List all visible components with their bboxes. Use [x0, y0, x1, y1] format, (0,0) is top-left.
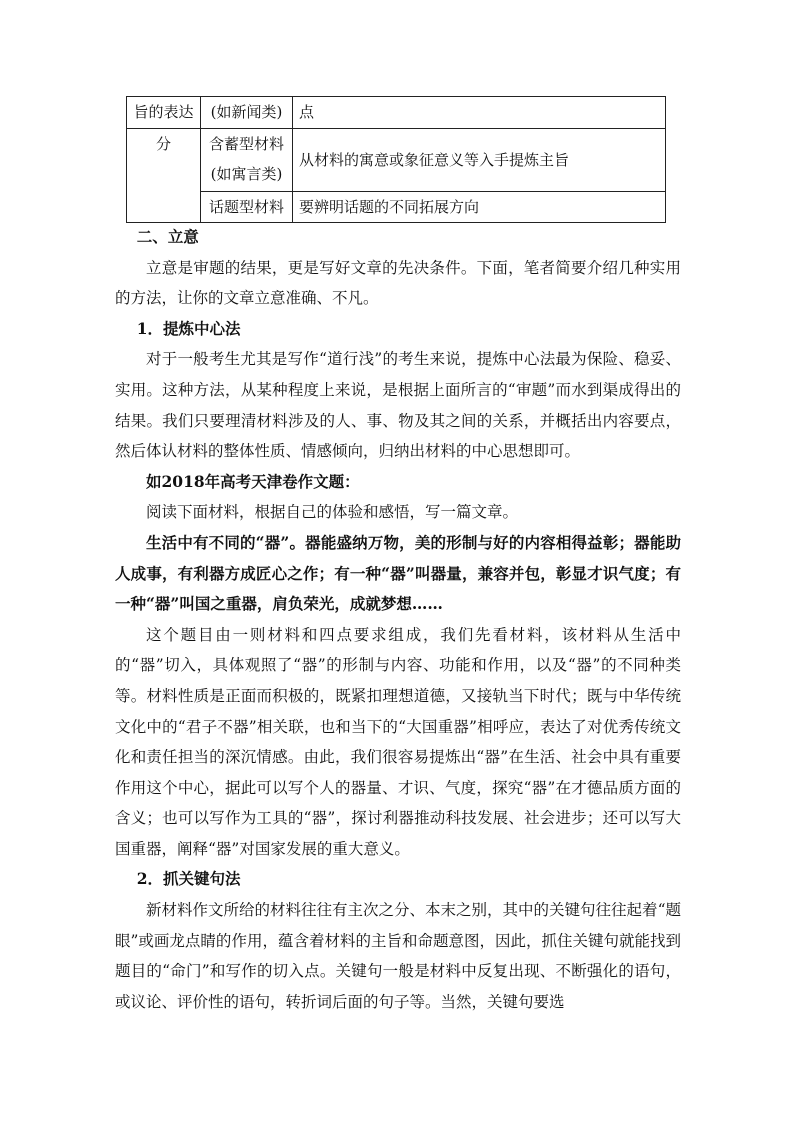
article-body — [115, 222, 681, 1017]
table-row — [127, 97, 666, 129]
table-cell: 分 — [127, 129, 201, 223]
cell-line: 含蓄型材料 — [208, 135, 284, 153]
intro-paragraph: 立意是审题的结果，更是写好文章的先决条件。下面，笔者简要介绍几种实用的方法，让你的文章立意准确、不凡。 — [115, 258, 681, 308]
essay-prompt: 阅读下面材料，根据自己的体验和感悟，写一篇文章。 — [146, 503, 519, 522]
table-cell: 话题型材料 — [201, 192, 293, 223]
method-heading: 1．提炼中心法 — [136, 318, 241, 338]
table-row — [127, 192, 666, 223]
example-label: 如2018年高考天津卷作文题： — [146, 471, 360, 491]
body-paragraph: 新材料作文所给的材料往往有主次之分、本末之别，其中的关键句往往起着“题眼”或画龙点睛的作用，蕴含着材料的主旨和命题意图，因此，抓住关键句就能找到题目的“命门”和写作的切入点。关键句一般是材料中反复出现、不断强化的语句，或议论、评价性的语句，转折词后面的句子等。当然，关键句要选 — [115, 901, 681, 1011]
material-type-table — [126, 96, 666, 223]
analysis-paragraph: 这个题目由一则材料和四点要求组成，我们先看材料，该材料从生活中的“器”切入，具体观照了“器”的形制与内容、功能和作用，以及“器”的不同种类等。材料性质是正面而积极的，既紧扣理想道德，又接轨当下时代；既与中华传统文化中的“君子不器”相关联，也和当下的“大国重器”相呼应，表达了对优秀传统文化和责任担当的深沉情感。由此，我们很容易提炼出“器”在生活、社会中具有重要作用这个中心，据此可以写个人的器量、才识、气度，探究“器”在才德品质方面的含义；也可以写作为工具的“器”，探讨利器推动科技发展、社会进步；还可以写大国重器，阐释“器”对国家发展的重大意义。 — [115, 625, 681, 858]
table-cell: 从材料的寓意或象征意义等入手提炼主旨 — [293, 129, 666, 192]
table-row — [127, 129, 666, 192]
cell-line: (如寓言类) — [210, 165, 283, 183]
method-heading: 2．抓关键句法 — [136, 869, 241, 889]
table-cell: (如新闻类) — [201, 97, 293, 129]
table-cell — [201, 129, 293, 192]
table-cell: 点 — [293, 97, 666, 129]
section-heading: 二、立意 — [136, 227, 199, 246]
body-paragraph: 对于一般考生尤其是写作“道行浅”的考生来说，提炼中心法最为保险、稳妥、实用。这种方法，从某种程度上来说，是根据上面所言的“审题”而水到渠成得出的结果。我们只要理清材料涉及的人、事、物及其之间的关系，并概括出内容要点，然后体认材料的整体性质、情感倾向，归纳出材料的中心思想即可。 — [115, 350, 681, 461]
essay-material: 生活中有不同的“器”。器能盛纳万物，美的形制与好的内容相得益彰；器能助人成事，有利器方成匠心之作；有一种“器”叫器量，兼容并包，彰显才识气度；有一种“器”叫国之重器，肩负荣光，成就梦想…… — [115, 532, 681, 614]
table-cell: 旨的表达 — [127, 97, 201, 129]
table-cell: 要辨明话题的不同拓展方向 — [293, 192, 666, 223]
